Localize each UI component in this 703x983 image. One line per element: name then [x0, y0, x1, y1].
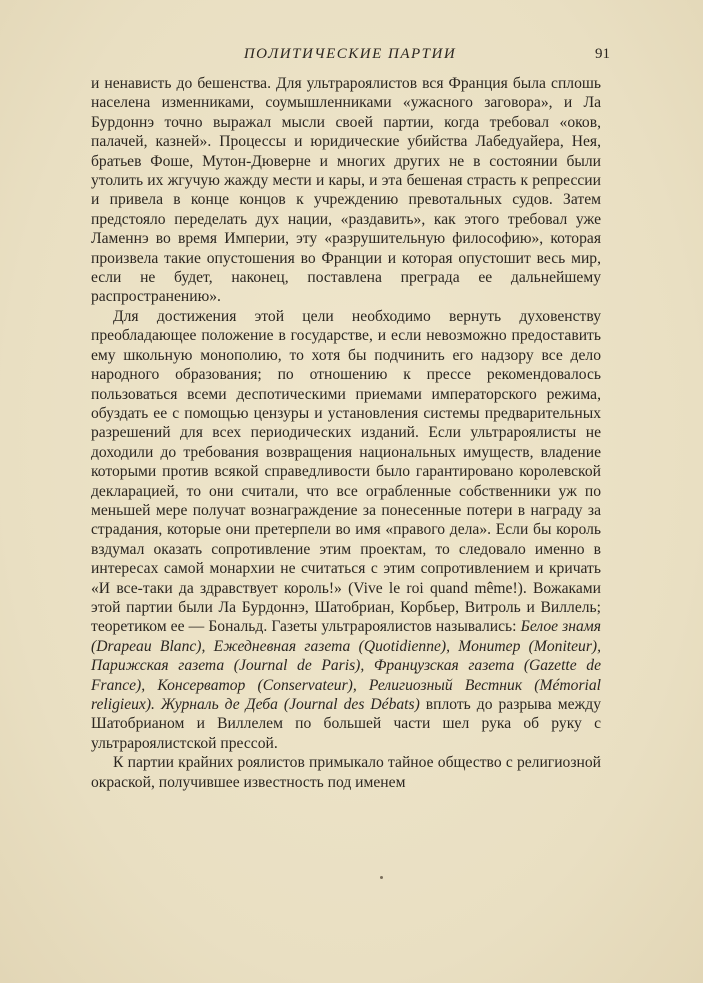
paragraph-2-tail: вплоть до разрыва между Шатобрианом и Виллелем по большей части шел рука об руку с ультрароялистской прессой.	[91, 696, 601, 752]
newspaper-list: Белое знамя (Drapeau Blanc), Ежедневная газета (Quotidienne), Монитер (Moniteur), Парижская газета (Journal de Paris), Французская газета (Gazette de France), Консерватор (Conservateur), Религиозный Вестник (Mémorial religieux). Журналь де Деба (Journal des Débats)	[91, 618, 601, 713]
running-title: ПОЛИТИЧЕСКИЕ ПАРТИИ	[243, 46, 457, 62]
page-header	[90, 44, 610, 68]
body-text	[91, 74, 601, 792]
paragraph-1: и ненависть до бешенства. Для ультрароялистов вся Франция была сплошь населена изменниками, соумышленниками «ужасного заговора», и Ла Бурдоннэ точно выражал мысли своей партии, когда требовал «оков, палачей, казней». Процессы и юридические убийства Лабедуайера, Нея, братьев Фоше, Мутон-Дюверне и многих других не в состоянии были утолить их жгучую жажду мести и кары, и эта бешеная страсть к репрессии и привела в конце концов к учреждению превотальных судов. Затем предстояло переделать дух нации, «раздавить», как этого требовал уже Ламеннэ во время Империи, эту «разрушительную философию», которая произвела такие опустошения во Франции и которая опустошит весь мир, если не будет, наконец, поставлена преграда ее дальнейшему распространению».	[91, 75, 601, 306]
page-number: 91	[595, 46, 610, 62]
paragraph-2	[91, 307, 601, 753]
paragraph-3: К партии крайних роялистов примыкало тайное общество с религиозной окраской, получившее известность под именем	[91, 754, 601, 791]
paragraph-2-text: Для достижения этой цели необходимо вернуть духовенству преобладающее положение в государстве, и если невозможно предоставить ему школьную монополию, то хотя бы подчинить его надзору все дело народного образования; по отношению к прессе рекомендовалось пользоваться всеми деспотическими приемами императорского режима, обуздать ее с помощью цензуры и установления системы предварительных разрешений для всех периодических изданий. Если ультрароялисты не доходили до требования возвращения национальных имуществ, владение которыми против всякой справедливости было гарантировано королевской декларацией, то они считали, что все ограбленные собственники уж по меньшей мере получат вознаграждение за понесенные потери в награду за страдания, которые они претерпели во имя «правого дела». Если бы король вздумал оказать сопротивление этим проектам, то следовало именно в интересах самой монархии не считаться с этим сопротивлением и кричать «И все-таки да здравствует король!» (Vive le roi quand même!). Вожаками этой партии были Ла Бурдоннэ, Шатобриан, Корбьер, Витроль и Виллель; теоретиком ее — Бональд. Газеты ультрароялистов назывались:	[91, 307, 601, 636]
print-speck	[380, 876, 383, 879]
